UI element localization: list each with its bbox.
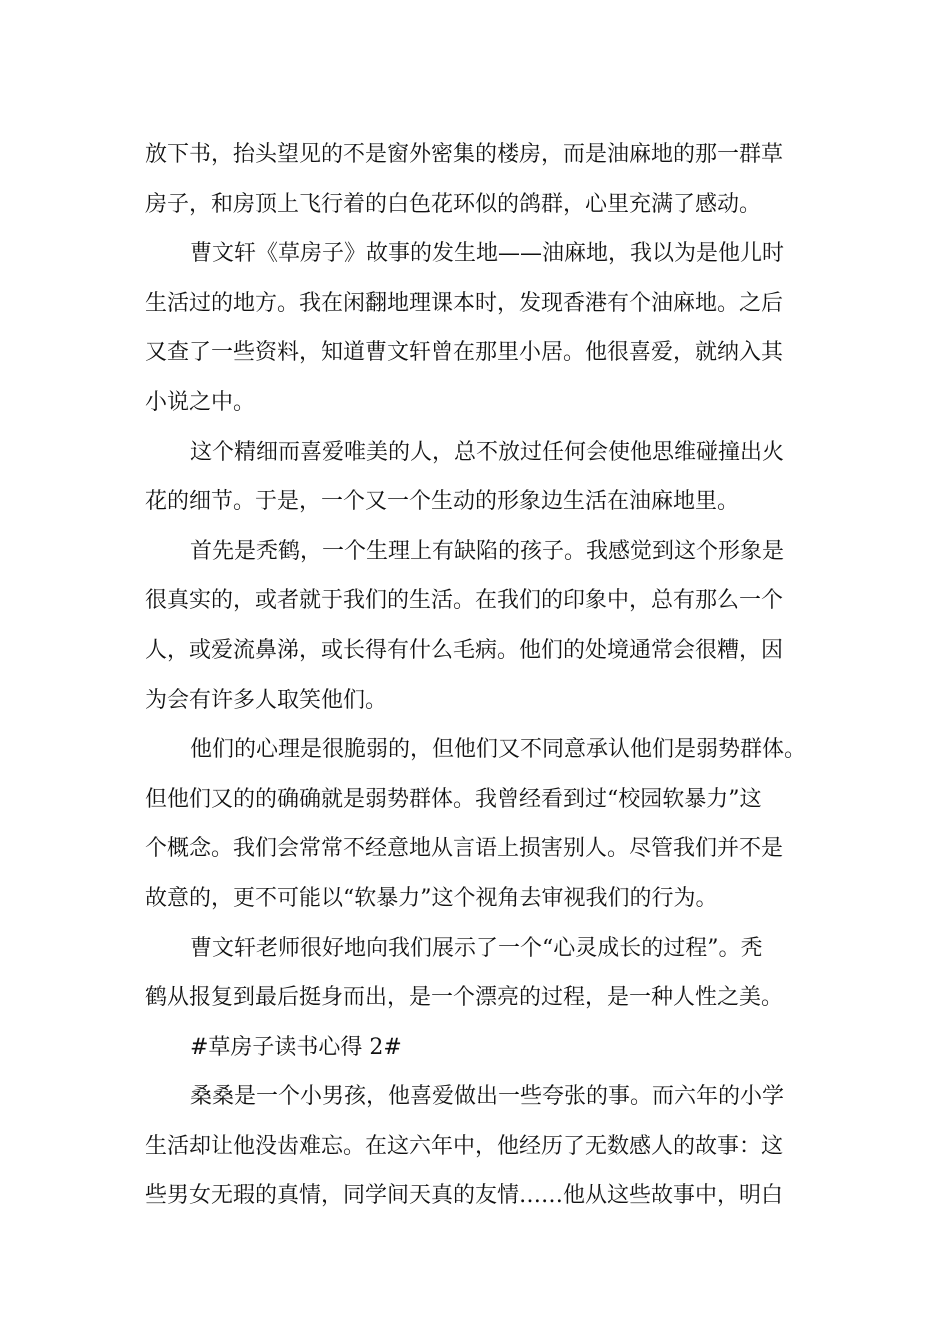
text-line: 花的细节。于是，一个又一个生动的形象边生活在油麻地里。 <box>145 489 740 515</box>
text-line: 小说之中。 <box>145 389 256 415</box>
text-line: 生活却让他没齿难忘。在这六年中，他经历了无数感人的故事：这 <box>145 1133 784 1159</box>
text-line: 故意的，更不可能以“软暴力”这个视角去审视我们的行为。 <box>145 885 718 911</box>
text-line: 很真实的，或者就于我们的生活。在我们的印象中，总有那么一个 <box>145 588 784 614</box>
text-line: 他们的心理是很脆弱的，但他们又不同意承认他们是弱势群体。 <box>190 737 807 763</box>
text-line: 个概念。我们会常常不经意地从言语上损害别人。尽管我们并不是 <box>145 836 784 862</box>
text-line: 曹文轩老师很好地向我们展示了一个“心灵成长的过程”。秃 <box>190 935 763 961</box>
text-line: 人，或爱流鼻涕，或长得有什么毛病。他们的处境通常会很糟，因 <box>145 637 784 663</box>
text-line: 生活过的地方。我在闲翻地理课本时，发现香港有个油麻地。之后 <box>145 290 784 316</box>
text-line: 但他们又的的确确就是弱势群体。我曾经看到过“校园软暴力”这 <box>145 786 762 812</box>
text-line: 鹤从报复到最后挺身而出，是一个漂亮的过程，是一种人性之美。 <box>145 985 784 1011</box>
text-line: 为会有许多人取笑他们。 <box>145 687 388 713</box>
text-line: 又查了一些资料，知道曹文轩曾在那里小居。他很喜爱，就纳入其 <box>145 340 784 366</box>
text-line: 房子，和房顶上飞行着的白色花环似的鸽群，心里充满了感动。 <box>145 191 762 217</box>
text-line: 这个精细而喜爱唯美的人，总不放过任何会使他思维碰撞出火 <box>190 439 785 465</box>
text-line: 首先是秃鹤，一个生理上有缺陷的孩子。我感觉到这个形象是 <box>190 538 785 564</box>
document-body <box>145 130 825 1221</box>
section-heading: #草房子读书心得 2# <box>190 1034 402 1060</box>
text-line: 些男女无瑕的真情，同学间天真的友情……他从这些故事中，明白 <box>145 1183 784 1209</box>
text-line: 曹文轩《草房子》故事的发生地——油麻地，我以为是他儿时 <box>190 241 785 267</box>
text-line: 桑桑是一个小男孩，他喜爱做出一些夸张的事。而六年的小学 <box>190 1084 785 1110</box>
text-line: 放下书，抬头望见的不是窗外密集的楼房，而是油麻地的那一群草 <box>145 142 784 167</box>
